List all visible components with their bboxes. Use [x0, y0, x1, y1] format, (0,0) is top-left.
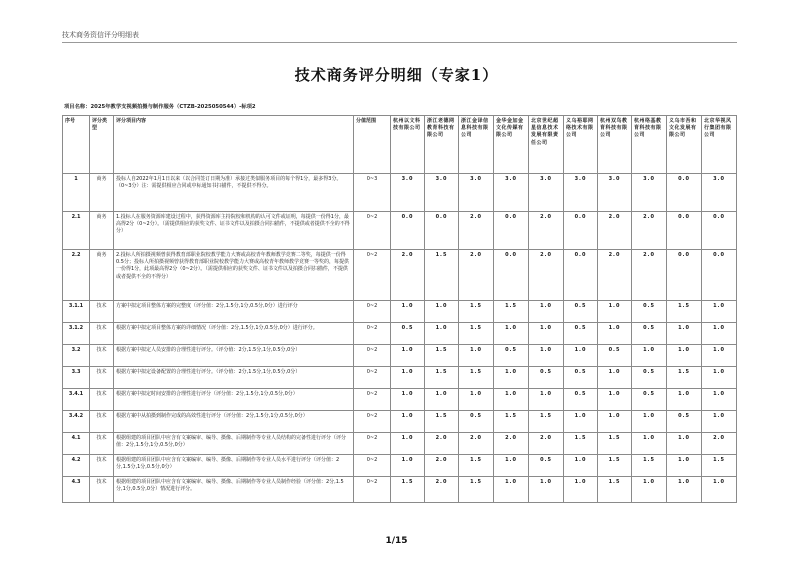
row-score: 1.0 — [632, 477, 667, 503]
row-score: 1.0 — [529, 301, 564, 323]
row-score: 1.0 — [667, 323, 702, 345]
row-score: 0.5 — [494, 345, 529, 367]
row-score: 1.0 — [667, 345, 702, 367]
col-header-item: 评分项目内容 — [114, 116, 354, 174]
table-row — [63, 433, 737, 455]
row-item: 根据方案中拟定设备配置的合理性进行评分。（评分值：2分,1.5分,1分,0.5分,0分） — [114, 367, 354, 389]
row-score: 2.0 — [459, 212, 494, 250]
row-score: 1.5 — [598, 455, 632, 477]
row-score: 1.0 — [494, 323, 529, 345]
row-score: 1.0 — [494, 367, 529, 389]
row-score: 1.0 — [702, 301, 737, 323]
row-score: 1.0 — [598, 323, 632, 345]
row-score: 1.0 — [632, 433, 667, 455]
row-score: 1.5 — [564, 433, 598, 455]
row-score: 1.0 — [529, 345, 564, 367]
row-score: 0.0 — [425, 212, 459, 250]
row-number: 3.1.2 — [63, 323, 90, 345]
col-header-no: 序号 — [63, 116, 90, 174]
row-type: 技术 — [90, 389, 114, 411]
row-score: 0.5 — [632, 389, 667, 411]
row-range: 0~2 — [354, 250, 391, 301]
row-score: 3.0 — [459, 174, 494, 212]
row-score: 1.0 — [598, 411, 632, 433]
row-type: 商务 — [90, 174, 114, 212]
row-score: 1.0 — [632, 345, 667, 367]
col-header-bidder: 北京世纪超星信息技术发展有限责任公司 — [529, 116, 564, 174]
row-score: 3.0 — [632, 174, 667, 212]
col-header-bidder: 杭州双鸟教育科技有限公司 — [598, 116, 632, 174]
row-score: 1.5 — [529, 411, 564, 433]
row-range: 0~2 — [354, 389, 391, 411]
row-score: 1.0 — [564, 411, 598, 433]
row-item: 根据组建的项目团队中应含有文案编审、编导、摄像、后期制作等专业人员制作经验（评分值：2分,1.5分,1分,0.5分,0分）情况进行评分。 — [114, 477, 354, 503]
row-score: 0.0 — [564, 250, 598, 301]
row-score: 0.5 — [564, 301, 598, 323]
row-score: 0.0 — [667, 212, 702, 250]
row-score: 3.0 — [529, 174, 564, 212]
row-score: 1.0 — [529, 477, 564, 503]
row-number: 2.1 — [63, 212, 90, 250]
table-row — [63, 367, 737, 389]
row-item: 2.投标人所拍摄视频曾获得教育部职业院校教学能力大赛或高校青年教师教学竞赛二等奖，每提供一份得0.5分；投标人所拍摄视频曾获得教育部职业院校教学能力大赛或高校青年教师教学竞赛一等奖的，每提供一份得1分，此项最高得2分（0~2分）。（需提供相应的获奖文件、证书文件以及拍摄合同扫描件，不提供或者提供不全的不得分） — [114, 250, 354, 301]
row-score: 0.5 — [529, 455, 564, 477]
row-item: 根据方案中拟定项目整体方案的详细情况（评分值：2分,1.5分,1分,0.5分,0分）进行评分。 — [114, 323, 354, 345]
row-score: 0.5 — [632, 367, 667, 389]
col-header-type: 评分类型 — [90, 116, 114, 174]
row-score: 1.5 — [425, 345, 459, 367]
row-score: 1.0 — [564, 455, 598, 477]
row-score: 2.0 — [632, 250, 667, 301]
row-number: 3.4.1 — [63, 389, 90, 411]
table-row — [63, 174, 737, 212]
row-number: 4.1 — [63, 433, 90, 455]
table-row — [63, 323, 737, 345]
row-score: 1.5 — [667, 367, 702, 389]
row-number: 4.2 — [63, 455, 90, 477]
row-number: 3.4.2 — [63, 411, 90, 433]
row-score: 1.0 — [425, 323, 459, 345]
row-score: 1.0 — [459, 389, 494, 411]
row-score: 3.0 — [494, 174, 529, 212]
row-score: 0.5 — [459, 411, 494, 433]
row-score: 2.0 — [425, 433, 459, 455]
row-score: 1.5 — [459, 367, 494, 389]
row-score: 1.0 — [529, 323, 564, 345]
row-score: 0.0 — [667, 250, 702, 301]
row-score: 0.0 — [564, 212, 598, 250]
row-score: 1.0 — [598, 301, 632, 323]
col-header-bidder: 义乌裕耶网络技术有限公司 — [564, 116, 598, 174]
row-score: 1.0 — [702, 323, 737, 345]
row-score: 2.0 — [632, 212, 667, 250]
row-score: 0.0 — [494, 212, 529, 250]
row-score: 1.0 — [391, 455, 425, 477]
row-score: 1.5 — [425, 367, 459, 389]
row-score: 1.0 — [391, 411, 425, 433]
row-range: 0~2 — [354, 301, 391, 323]
table-row — [63, 455, 737, 477]
score-table — [62, 115, 737, 503]
row-number: 4.3 — [63, 477, 90, 503]
row-number: 2.2 — [63, 250, 90, 301]
col-header-bidder: 金华金加金文化传媒有限公司 — [494, 116, 529, 174]
row-score: 0.0 — [667, 174, 702, 212]
row-score: 1.5 — [667, 301, 702, 323]
row-type: 商务 — [90, 212, 114, 250]
row-type: 技术 — [90, 455, 114, 477]
row-score: 1.5 — [459, 323, 494, 345]
row-score: 3.0 — [391, 174, 425, 212]
row-type: 技术 — [90, 411, 114, 433]
row-item: 根据方案中拟定时间安排的合理性进行评分（评分值：2分,1.5分,1分,0.5分,0分） — [114, 389, 354, 411]
row-score: 1.0 — [667, 389, 702, 411]
row-score: 1.5 — [425, 250, 459, 301]
row-score: 1.0 — [667, 477, 702, 503]
row-score: 2.0 — [494, 433, 529, 455]
table-row — [63, 411, 737, 433]
row-score: 0.5 — [598, 345, 632, 367]
row-score: 1.0 — [702, 477, 737, 503]
row-type: 技术 — [90, 367, 114, 389]
row-score: 1.0 — [391, 433, 425, 455]
row-number: 3.3 — [63, 367, 90, 389]
header-divider — [62, 42, 737, 43]
table-row — [63, 250, 737, 301]
table-row — [63, 477, 737, 503]
row-score: 1.0 — [667, 433, 702, 455]
row-type: 技术 — [90, 301, 114, 323]
row-item: 投标人自2022年1月1日以来（以合同签订日期为准）承接过类似服务项目的每个得1分，最多得3分。（0~3分）注：需提供相应合同或中标通知书扫描件，不提供不得分。 — [114, 174, 354, 212]
row-score: 1.0 — [632, 411, 667, 433]
project-name: 项目名称：2025年教学支视频拍摄与制作服务（CTZB-2025050544）-标项2 — [64, 104, 256, 110]
row-score: 2.0 — [425, 455, 459, 477]
col-header-bidder: 北京华视风行集团有限公司 — [702, 116, 737, 174]
row-number: 1 — [63, 174, 90, 212]
col-header-range: 分值范围 — [354, 116, 391, 174]
row-score: 0.5 — [632, 301, 667, 323]
row-score: 1.5 — [459, 455, 494, 477]
row-score: 2.0 — [529, 433, 564, 455]
row-score: 1.0 — [391, 367, 425, 389]
row-score: 0.0 — [391, 212, 425, 250]
row-score: 2.0 — [391, 250, 425, 301]
row-score: 1.0 — [494, 477, 529, 503]
row-type: 技术 — [90, 345, 114, 367]
row-score: 1.0 — [529, 389, 564, 411]
row-score: 1.0 — [702, 411, 737, 433]
row-score: 1.5 — [494, 411, 529, 433]
row-score: 1.5 — [459, 301, 494, 323]
row-score: 2.0 — [459, 433, 494, 455]
row-type: 技术 — [90, 323, 114, 345]
row-score: 1.5 — [702, 455, 737, 477]
row-score: 1.0 — [391, 301, 425, 323]
col-header-bidder: 浙江金译信息科技有限公司 — [459, 116, 494, 174]
row-score: 0.5 — [564, 389, 598, 411]
table-header-row — [63, 116, 737, 174]
row-score: 0.0 — [494, 250, 529, 301]
table-row — [63, 345, 737, 367]
row-score: 1.5 — [598, 477, 632, 503]
table-row — [63, 301, 737, 323]
row-score: 1.0 — [702, 389, 737, 411]
document-header: 技术商务资信评分明细表 — [62, 31, 139, 39]
row-score: 3.0 — [702, 174, 737, 212]
row-score: 1.0 — [667, 455, 702, 477]
row-type: 商务 — [90, 250, 114, 301]
row-score: 1.5 — [391, 477, 425, 503]
row-range: 0~2 — [354, 212, 391, 250]
table-row — [63, 389, 737, 411]
page-title: 技术商务评分明细（专家1） — [294, 66, 499, 84]
row-number: 3.1.1 — [63, 301, 90, 323]
row-score: 1.0 — [564, 477, 598, 503]
row-range: 0~2 — [354, 477, 391, 503]
row-score: 2.0 — [529, 250, 564, 301]
row-score: 1.5 — [425, 411, 459, 433]
row-score: 1.0 — [494, 455, 529, 477]
row-score: 1.5 — [494, 301, 529, 323]
table-row — [63, 212, 737, 250]
row-number: 3.2 — [63, 345, 90, 367]
row-score: 1.0 — [425, 389, 459, 411]
row-item: 1.投标人在服务资源库建设过程中，获得资源库主持院校和机构的认可文件或证明，每提供一份得1分，最高得2分（0~2分）。（需提供相应的获奖文件、证书文件以及拍摄合同扫描件，不提供或者提供不全的不得分） — [114, 212, 354, 250]
row-score: 3.0 — [598, 174, 632, 212]
row-item: 方案中拟定项目整体方案的完整度（评分值：2分,1.5分,1分,0.5分,0分）进行评分 — [114, 301, 354, 323]
row-score: 1.0 — [702, 345, 737, 367]
row-score: 1.0 — [564, 345, 598, 367]
row-range: 0~2 — [354, 367, 391, 389]
row-score: 1.0 — [598, 389, 632, 411]
row-item: 根据组建的项目团队中应含有文案编审、编导、摄像、后期制作等专业人员结构的完备性进行评分（评分值：2分,1.5分,1分,0.5分,0分） — [114, 433, 354, 455]
row-score: 2.0 — [529, 212, 564, 250]
row-score: 0.5 — [529, 367, 564, 389]
row-score: 1.5 — [632, 455, 667, 477]
row-score: 2.0 — [598, 250, 632, 301]
row-score: 0.5 — [391, 323, 425, 345]
row-score: 0.5 — [667, 411, 702, 433]
row-score: 1.0 — [459, 345, 494, 367]
row-range: 0~2 — [354, 345, 391, 367]
row-score: 1.0 — [494, 389, 529, 411]
row-item: 根据方案中从拍摄到制作完成的高效性进行评分（评分值：2分,1.5分,1分,0.5分,0分） — [114, 411, 354, 433]
col-header-bidder: 义乌市吾和文化发展有限公司 — [667, 116, 702, 174]
row-score: 0.5 — [632, 323, 667, 345]
col-header-bidder: 杭州络基教育科技有限公司 — [632, 116, 667, 174]
row-score: 2.0 — [702, 433, 737, 455]
page-number: 1/15 — [385, 536, 408, 546]
row-item: 根据方案中拟定人员安排的合理性进行评分。（评分值：2分,1.5分,1分,0.5分,0分） — [114, 345, 354, 367]
row-range: 0~2 — [354, 433, 391, 455]
col-header-bidder: 杭州以文科技有限公司 — [391, 116, 425, 174]
row-score: 1.0 — [425, 301, 459, 323]
row-score: 1.0 — [598, 367, 632, 389]
row-type: 技术 — [90, 477, 114, 503]
row-score: 1.0 — [391, 389, 425, 411]
row-score: 1.0 — [391, 345, 425, 367]
row-score: 0.5 — [564, 323, 598, 345]
row-score: 2.0 — [425, 477, 459, 503]
row-range: 0~3 — [354, 174, 391, 212]
row-item: 根据组建的项目团队中应含有文案编审、编导、摄像、后期制作等专业人员水平进行评分（评分值：2分,1.5分,1分,0.5分,0分） — [114, 455, 354, 477]
row-score: 2.0 — [598, 212, 632, 250]
row-range: 0~2 — [354, 323, 391, 345]
row-score: 0.0 — [702, 250, 737, 301]
row-score: 1.5 — [459, 477, 494, 503]
row-range: 0~2 — [354, 455, 391, 477]
row-score: 0.0 — [702, 212, 737, 250]
row-score: 2.0 — [459, 250, 494, 301]
row-score: 1.0 — [702, 367, 737, 389]
row-score: 3.0 — [425, 174, 459, 212]
row-score: 1.5 — [598, 433, 632, 455]
row-score: 3.0 — [564, 174, 598, 212]
col-header-bidder: 浙江老德网教育科技有限公司 — [425, 116, 459, 174]
row-type: 技术 — [90, 433, 114, 455]
row-range: 0~2 — [354, 411, 391, 433]
row-score: 0.5 — [564, 367, 598, 389]
